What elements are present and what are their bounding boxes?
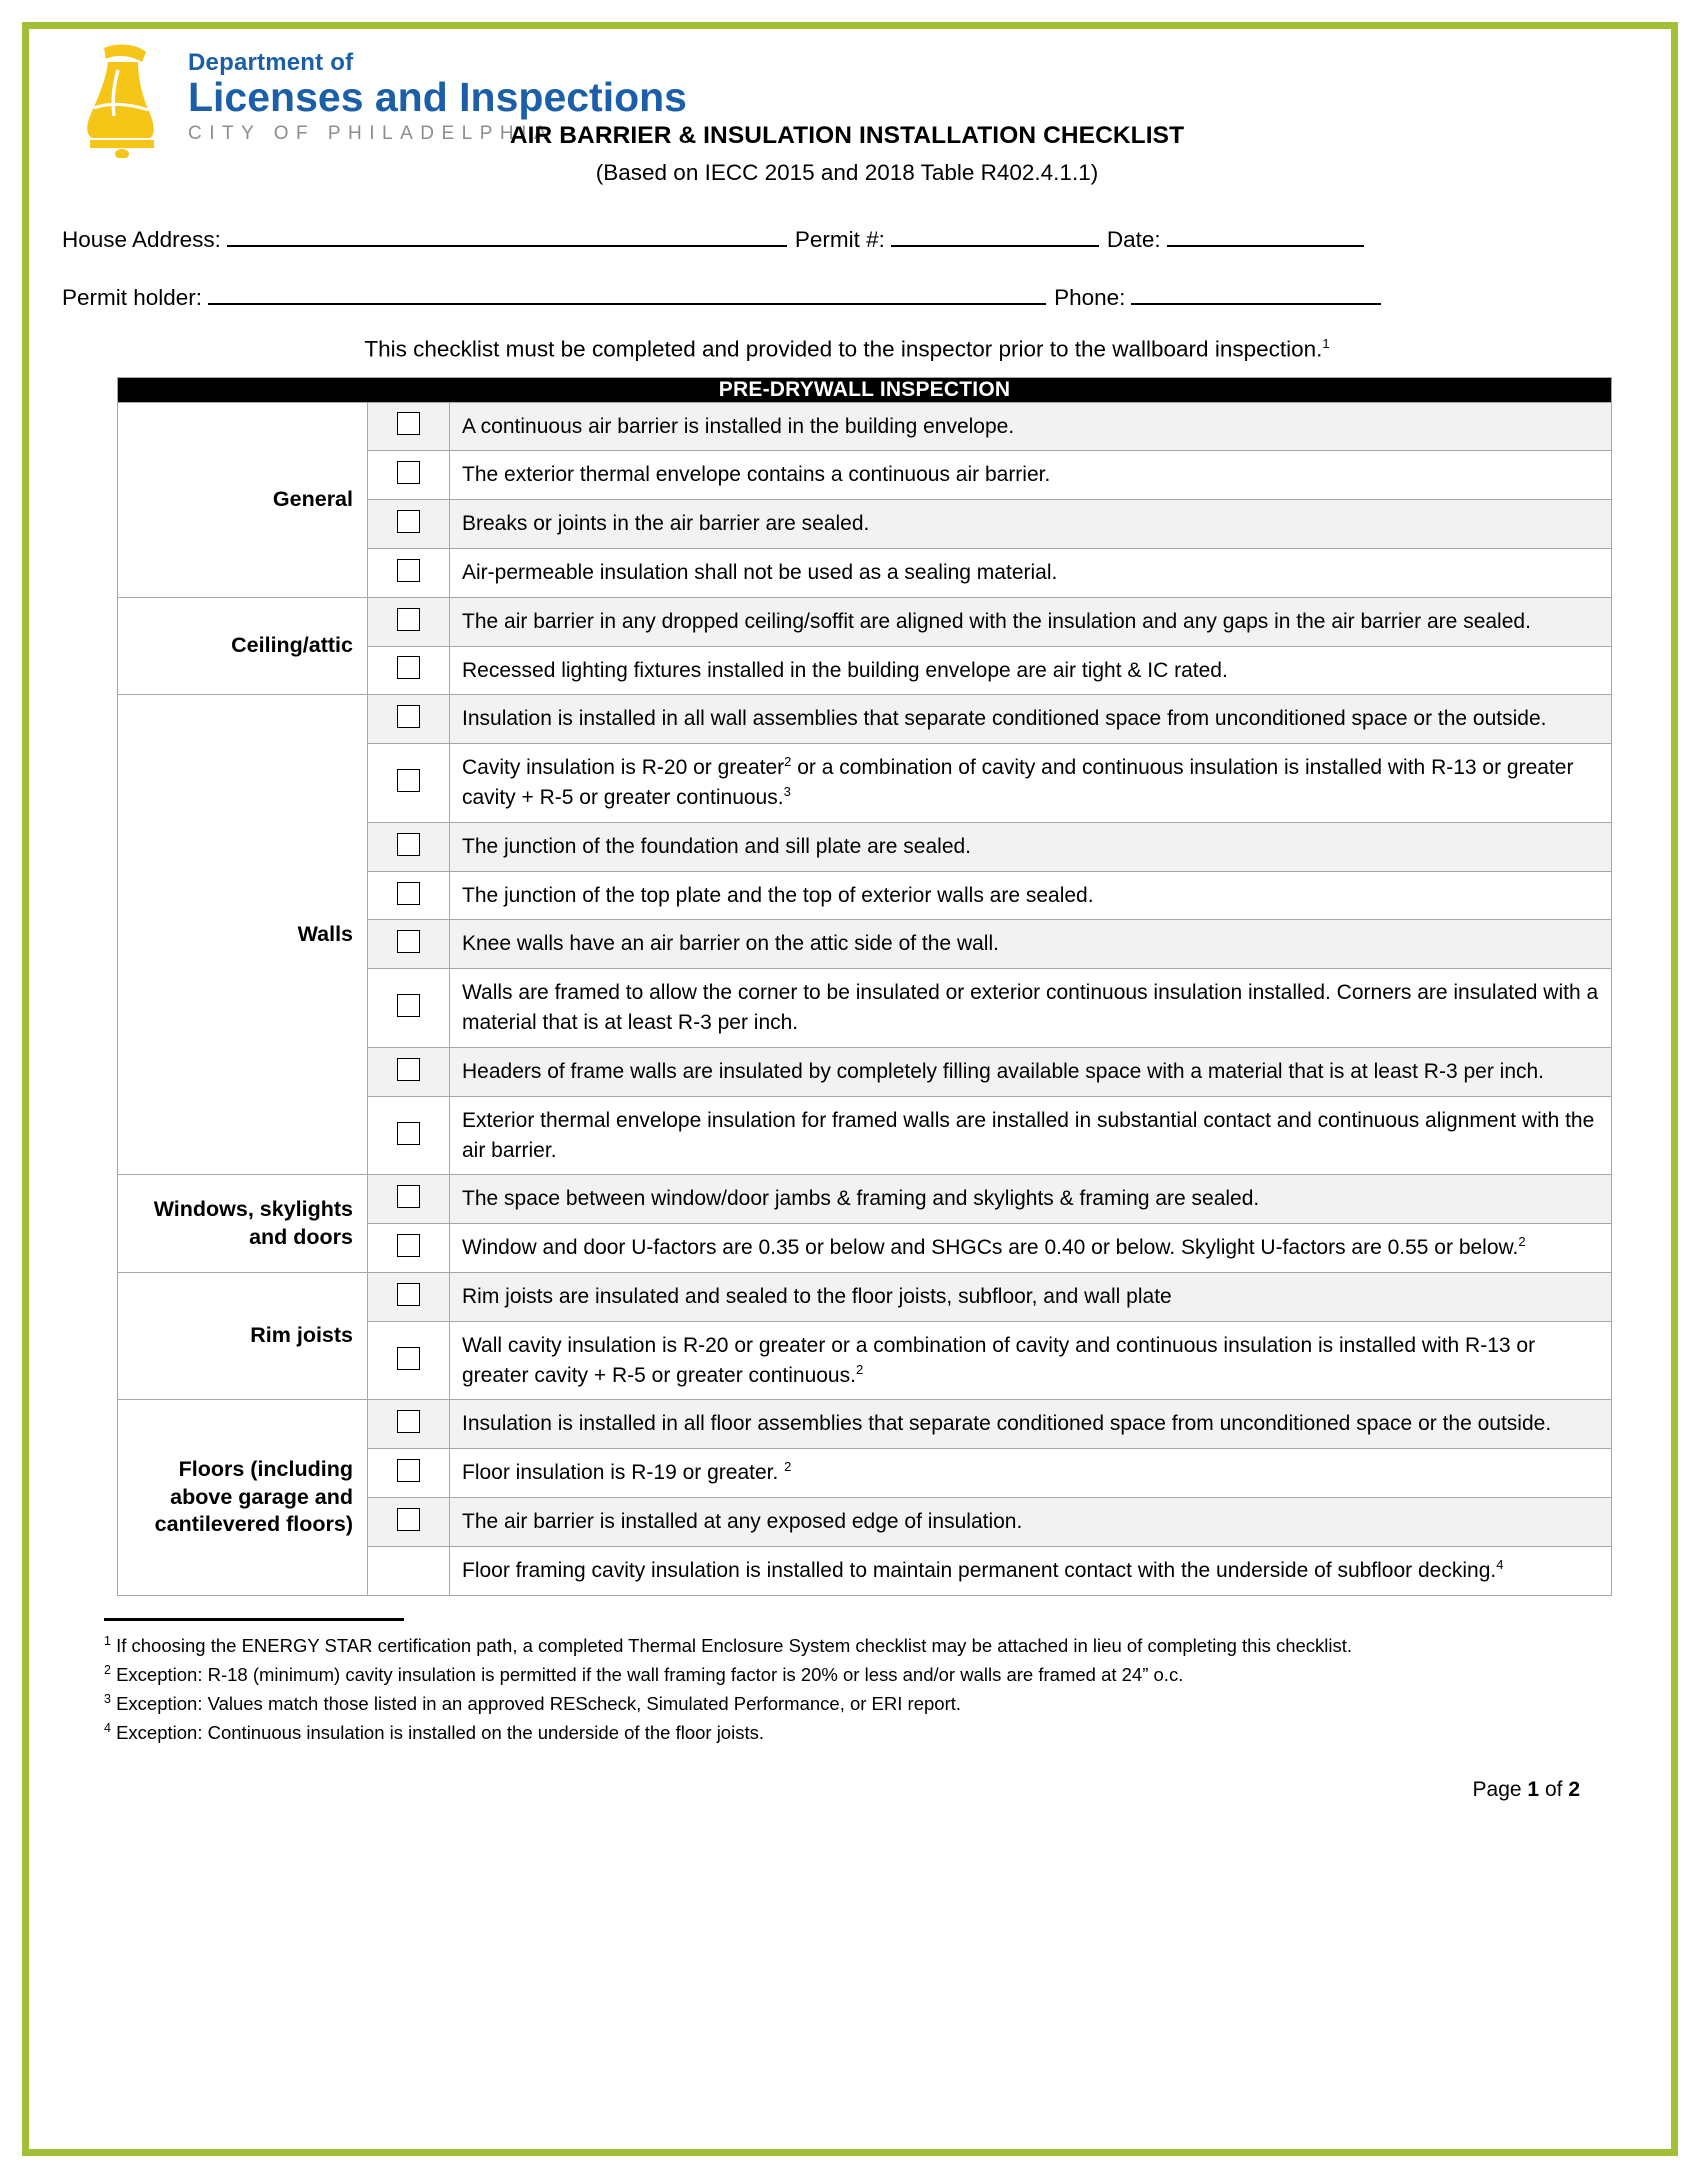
checklist-item-text: Exterior thermal envelope insulation for framed walls are installed in substantial contact and continuous alignment with the air barrier. bbox=[450, 1096, 1612, 1175]
checkbox-cell[interactable] bbox=[368, 1272, 450, 1321]
checkbox-cell[interactable] bbox=[368, 1096, 450, 1175]
checkbox[interactable] bbox=[397, 656, 420, 679]
liberty-bell-icon bbox=[84, 40, 176, 158]
table-row bbox=[118, 695, 1612, 744]
logo-city-line: CITY OF PHILADELPHIA bbox=[188, 123, 555, 145]
instruction-text bbox=[62, 336, 1632, 363]
table-row bbox=[118, 402, 1612, 451]
footnote-ref: 2 bbox=[1518, 1234, 1526, 1250]
date-label: Date: bbox=[1106, 227, 1161, 252]
checklist-item-text: Air-permeable insulation shall not be used as a sealing material. bbox=[450, 548, 1612, 597]
checkbox-cell[interactable] bbox=[368, 1449, 450, 1498]
table-row bbox=[118, 1400, 1612, 1449]
page-current: 1 bbox=[1527, 1777, 1540, 1801]
checklist-item-text: Insulation is installed in all floor assemblies that separate conditioned space from unconditioned space or the outside. bbox=[450, 1400, 1612, 1449]
phone-label: Phone: bbox=[1054, 285, 1126, 310]
checkbox-cell[interactable] bbox=[368, 1400, 450, 1449]
checkbox-cell[interactable] bbox=[368, 822, 450, 871]
checkbox-cell[interactable] bbox=[368, 646, 450, 695]
category-cell: Walls bbox=[118, 695, 368, 1175]
checklist-item-text: Breaks or joints in the air barrier are sealed. bbox=[450, 500, 1612, 549]
house-address-label: House Address: bbox=[62, 227, 221, 252]
checkbox-cell[interactable] bbox=[368, 871, 450, 920]
footnotes-list bbox=[104, 1631, 1632, 1748]
checklist-item-text: Wall cavity insulation is R-20 or greater or a combination of cavity and continuous insulation is installed with R-13 or greater cavity + R-5 or greater continuous.$^2$ bbox=[450, 1321, 1612, 1400]
checkbox[interactable] bbox=[397, 1283, 420, 1306]
checklist-item-text: The junction of the foundation and sill plate are sealed. bbox=[450, 822, 1612, 871]
page-label: Page bbox=[1472, 1777, 1522, 1801]
permit-number-input[interactable] bbox=[891, 220, 1099, 247]
checklist-item-text: Walls are framed to allow the corner to be insulated or exterior continuous insulation installed. Corners are insulated with a material that is at least R-3 per inch. bbox=[450, 969, 1612, 1048]
checkbox-cell[interactable] bbox=[368, 1047, 450, 1096]
footnote-marker: 4 bbox=[104, 1721, 111, 1736]
footnote: $^1$ If choosing the ENERGY STAR certification path, a completed Thermal Enclosure System checklist may be attached in lieu of completing this checklist. bbox=[104, 1633, 1353, 1656]
checklist-item-text: Window and door U-factors are 0.35 or below and SHGCs are 0.40 or below. Skylight U-factors are 0.55 or below.$^2$ bbox=[450, 1224, 1612, 1273]
checkbox[interactable] bbox=[397, 1185, 420, 1208]
table-row bbox=[118, 597, 1612, 646]
checkbox-cell[interactable] bbox=[368, 597, 450, 646]
footnote: $^4$ Exception: Continuous insulation is installed on the underside of the floor joists. bbox=[104, 1721, 764, 1744]
checkbox[interactable] bbox=[397, 769, 420, 792]
phone-input[interactable] bbox=[1131, 278, 1381, 305]
checkbox[interactable] bbox=[397, 1508, 420, 1531]
checkbox[interactable] bbox=[397, 882, 420, 905]
checkbox-cell[interactable] bbox=[368, 1498, 450, 1547]
checkbox[interactable] bbox=[397, 1122, 420, 1145]
checkbox[interactable] bbox=[397, 461, 420, 484]
form-row-1 bbox=[62, 220, 1632, 253]
instruction-footnote-ref: 1 bbox=[1322, 336, 1330, 351]
checkbox[interactable] bbox=[397, 1459, 420, 1482]
agency-logo bbox=[62, 40, 1632, 180]
footnote: $^3$ Exception: Values match those listed in an approved REScheck, Simulated Performance, or ERI report. bbox=[104, 1691, 962, 1715]
instruction-body: This checklist must be completed and provided to the inspector prior to the wallboard inspection. bbox=[364, 336, 1323, 362]
pre-drywall-inspection-header: PRE-DRYWALL INSPECTION bbox=[118, 377, 1612, 402]
permit-number-label: Permit #: bbox=[794, 227, 885, 252]
checklist-item-text: Insulation is installed in all wall assemblies that separate conditioned space from unconditioned space or the outside. bbox=[450, 695, 1612, 744]
checkbox[interactable] bbox=[397, 1234, 420, 1257]
table-band-row bbox=[118, 377, 1612, 402]
checkbox-cell[interactable] bbox=[368, 695, 450, 744]
footnote-ref: 3 bbox=[783, 784, 791, 799]
page-of: of bbox=[1544, 1777, 1563, 1801]
checkbox[interactable] bbox=[397, 608, 420, 631]
category-cell: Floors (including above garage and cantilevered floors) bbox=[118, 1400, 368, 1595]
checkbox[interactable] bbox=[397, 994, 420, 1017]
checklist-table bbox=[117, 377, 1612, 1596]
house-address-input[interactable] bbox=[227, 220, 787, 247]
checkbox-cell[interactable] bbox=[368, 744, 450, 823]
footnote-marker: 1 bbox=[104, 1633, 111, 1648]
document-title: AIR BARRIER & INSULATION INSTALLATION CHECKLIST bbox=[509, 122, 1185, 149]
footnote-marker: 2 bbox=[104, 1662, 111, 1677]
checkbox[interactable] bbox=[397, 412, 420, 435]
logo-agency-name: Licenses and Inspections bbox=[188, 74, 687, 121]
checklist-item-text: A continuous air barrier is installed in the building envelope. bbox=[450, 402, 1612, 451]
document-subtitle: (Based on IECC 2015 and 2018 Table R402.4.1.1) bbox=[595, 160, 1099, 185]
category-cell: Ceiling/attic bbox=[118, 597, 368, 695]
logo-dept-line: Department of bbox=[188, 49, 354, 76]
checkbox[interactable] bbox=[397, 705, 420, 728]
checklist-item-text: The space between window/door jambs & framing and skylights & framing are sealed. bbox=[450, 1175, 1612, 1224]
footnote-ref: 2 bbox=[784, 1459, 792, 1475]
checklist-item-text: Cavity insulation is R-20 or greater$^2$ or a combination of cavity and continuous insulation is installed with R-13 or greater cavity + R-5 or greater continuous.$^3$ bbox=[450, 744, 1612, 823]
checkbox-cell[interactable] bbox=[368, 500, 450, 549]
date-input[interactable] bbox=[1167, 220, 1364, 247]
checkbox-cell[interactable] bbox=[368, 1321, 450, 1400]
permit-holder-input[interactable] bbox=[208, 278, 1046, 305]
checklist-item-text: The air barrier in any dropped ceiling/soffit are aligned with the insulation and any gaps in the air barrier are sealed. bbox=[450, 597, 1612, 646]
checkbox[interactable] bbox=[397, 510, 420, 533]
checkbox-cell[interactable] bbox=[368, 1175, 450, 1224]
checkbox[interactable] bbox=[397, 930, 420, 953]
checklist-item-text: The exterior thermal envelope contains a continuous air barrier. bbox=[450, 451, 1612, 500]
checklist-item-text: Headers of frame walls are insulated by completely filling available space with a material that is at least R-3 per inch. bbox=[450, 1047, 1612, 1096]
footnote-ref: 2 bbox=[855, 1361, 864, 1377]
checkbox-cell bbox=[368, 1546, 450, 1595]
table-row bbox=[118, 1175, 1612, 1224]
permit-holder-label: Permit holder: bbox=[62, 285, 203, 310]
footnote-ref: 4 bbox=[1496, 1556, 1504, 1572]
checklist-item-text: The air barrier is installed at any exposed edge of insulation. bbox=[450, 1498, 1612, 1547]
footnote-marker: 3 bbox=[104, 1691, 111, 1706]
checklist-item-text: Floor insulation is R-19 or greater. $^2$ bbox=[450, 1449, 1612, 1498]
table-row bbox=[118, 1272, 1612, 1321]
checkbox[interactable] bbox=[397, 1410, 420, 1433]
checkbox-cell[interactable] bbox=[368, 451, 450, 500]
checklist-item-text: Floor framing cavity insulation is installed to maintain permanent contact with the underside of subfloor decking.$^4$ bbox=[450, 1546, 1612, 1595]
page-number bbox=[62, 1778, 1632, 1802]
category-cell: Windows, skylights and doors bbox=[118, 1175, 368, 1273]
checklist-item-text: Knee walls have an air barrier on the attic side of the wall. bbox=[450, 920, 1612, 969]
footnote-ref: 2 bbox=[784, 754, 792, 770]
page-total: 2 bbox=[1568, 1777, 1580, 1801]
category-cell: Rim joists bbox=[118, 1272, 368, 1399]
footnote-divider bbox=[104, 1618, 404, 1621]
checklist-item-text: The junction of the top plate and the top of exterior walls are sealed. bbox=[450, 871, 1612, 920]
checkbox[interactable] bbox=[397, 833, 420, 856]
form-row-2 bbox=[62, 278, 1632, 311]
checkbox-cell[interactable] bbox=[368, 920, 450, 969]
form-fields bbox=[62, 220, 1632, 311]
footnote: $^2$ Exception: R-18 (minimum) cavity insulation is permitted if the wall framing factor is 20% or less and/or walls are framed at 24” o.c. bbox=[104, 1662, 1184, 1685]
checklist-item-text: Recessed lighting fixtures installed in the building envelope are air tight & IC rated. bbox=[450, 646, 1612, 695]
checkbox[interactable] bbox=[397, 559, 420, 582]
checkbox-cell[interactable] bbox=[368, 969, 450, 1048]
checklist-body bbox=[118, 402, 1612, 1595]
checkbox-cell[interactable] bbox=[368, 548, 450, 597]
checkbox[interactable] bbox=[397, 1058, 420, 1081]
category-cell: General bbox=[118, 402, 368, 597]
checklist-item-text: Rim joists are insulated and sealed to the floor joists, subfloor, and wall plate bbox=[450, 1272, 1612, 1321]
checkbox-cell[interactable] bbox=[368, 1224, 450, 1273]
checkbox-cell[interactable] bbox=[368, 402, 450, 451]
checkbox[interactable] bbox=[397, 1347, 420, 1370]
